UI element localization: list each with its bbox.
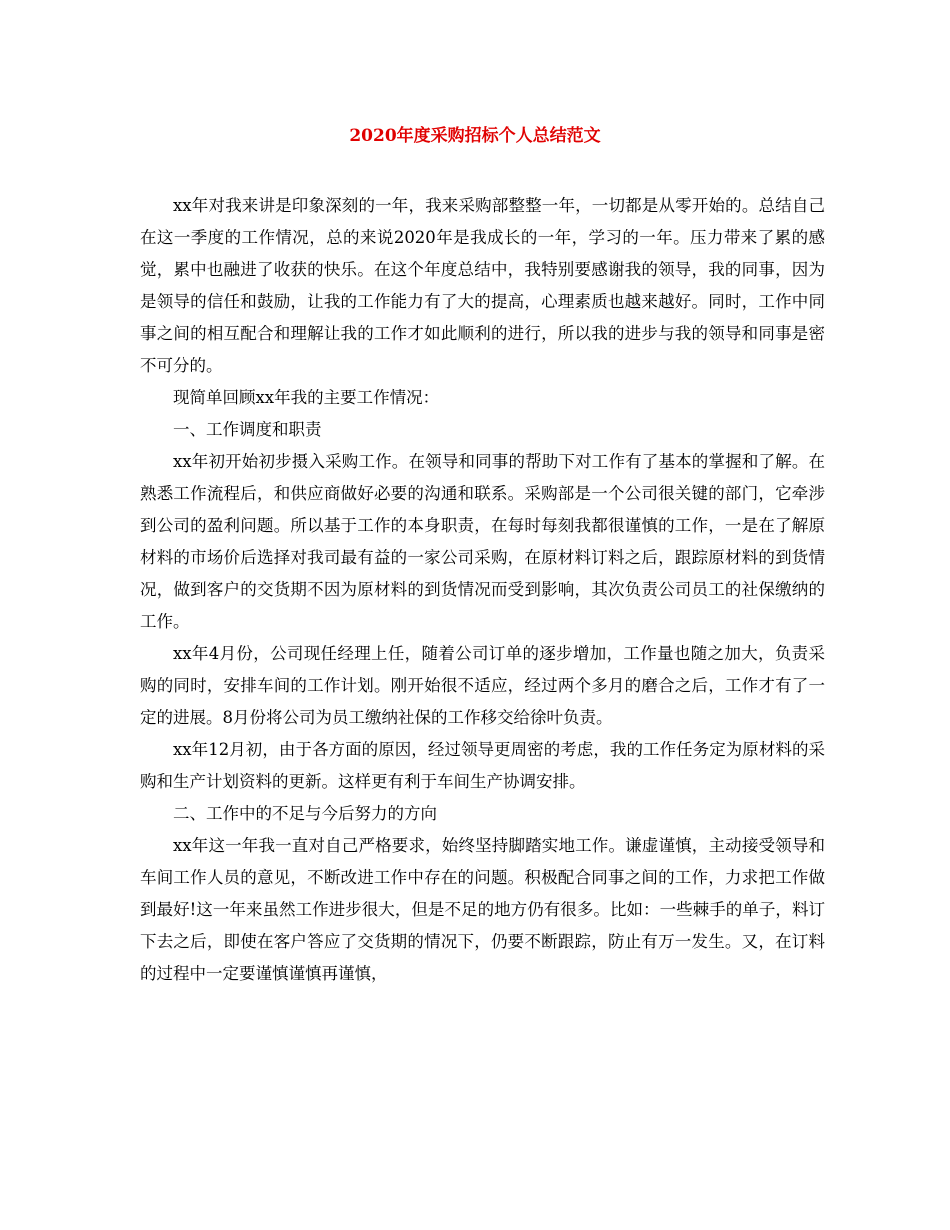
document-title: 2020年度采购招标个人总结范文 (349, 126, 601, 146)
document-body (140, 190, 825, 990)
paragraph-april: xx年4月份，公司现任经理上任，随着公司订单的逐步增加，工作量也随之加大，负责采购的同时，安排车间的工作计划。刚开始很不适应，经过两个多月的磨合之后，工作才有了一定的进展。8月份将公司为员工缴纳社保的工作移交给徐叶负责。 (140, 644, 825, 727)
section-heading-duties: 一、工作调度和职责 (173, 420, 322, 439)
paragraph-december: xx年12月初，由于各方面的原因，经过领导更周密的考虑，我的工作任务定为原材料的采购和生产计划资料的更新。这样更有利于车间生产协调安排。 (140, 740, 825, 791)
paragraph-review-lead: 现简单回顾xx年我的主要工作情况： (173, 388, 440, 407)
section-heading-shortcomings: 二、工作中的不足与今后努力的方向 (173, 804, 437, 823)
paragraph-intro: xx年对我来讲是印象深刻的一年，我来采购部整整一年，一切都是从零开始的。总结自己在这一季度的工作情况，总的来说2020年是我成长的一年，学习的一年。压力带来了累的感觉，累中也融进了收获的快乐。在这个年度总结中，我特别要感谢我的领导，我的同事，因为是领导的信任和鼓励，让我的工作能力有了大的提高，心理素质也越来越好。同时，工作中同事之间的相互配合和理解让我的工作才如此顺利的进行，所以我的进步与我的领导和同事是密不可分的。 (140, 196, 825, 375)
paragraph-early-year: xx年初开始初步摄入采购工作。在领导和同事的帮助下对工作有了基本的掌握和了解。在熟悉工作流程后，和供应商做好必要的沟通和联系。采购部是一个公司很关键的部门，它牵涉到公司的盈利问题。所以基于工作的本身职责，在每时每刻我都很谨慎的工作，一是在了解原材料的市场价后选择对我司最有益的一家公司采购，在原材料订料之后，跟踪原材料的到货情况，做到客户的交货期不因为原材料的到货情况而受到影响，其次负责公司员工的社保缴纳的工作。 (140, 452, 825, 631)
paragraph-shortcomings: xx年这一年我一直对自己严格要求，始终坚持脚踏实地工作。谦虚谨慎，主动接受领导和车间工作人员的意见，不断改进工作中存在的问题。积极配合同事之间的工作，力求把工作做到最好!这一年来虽然工作进步很大，但是不足的地方仍有很多。比如：一些棘手的单子，料订下去之后，即使在客户答应了交货期的情况下，仍要不断跟踪，防止有万一发生。又，在订料的过程中一定要谨慎谨慎再谨慎， (140, 836, 825, 983)
